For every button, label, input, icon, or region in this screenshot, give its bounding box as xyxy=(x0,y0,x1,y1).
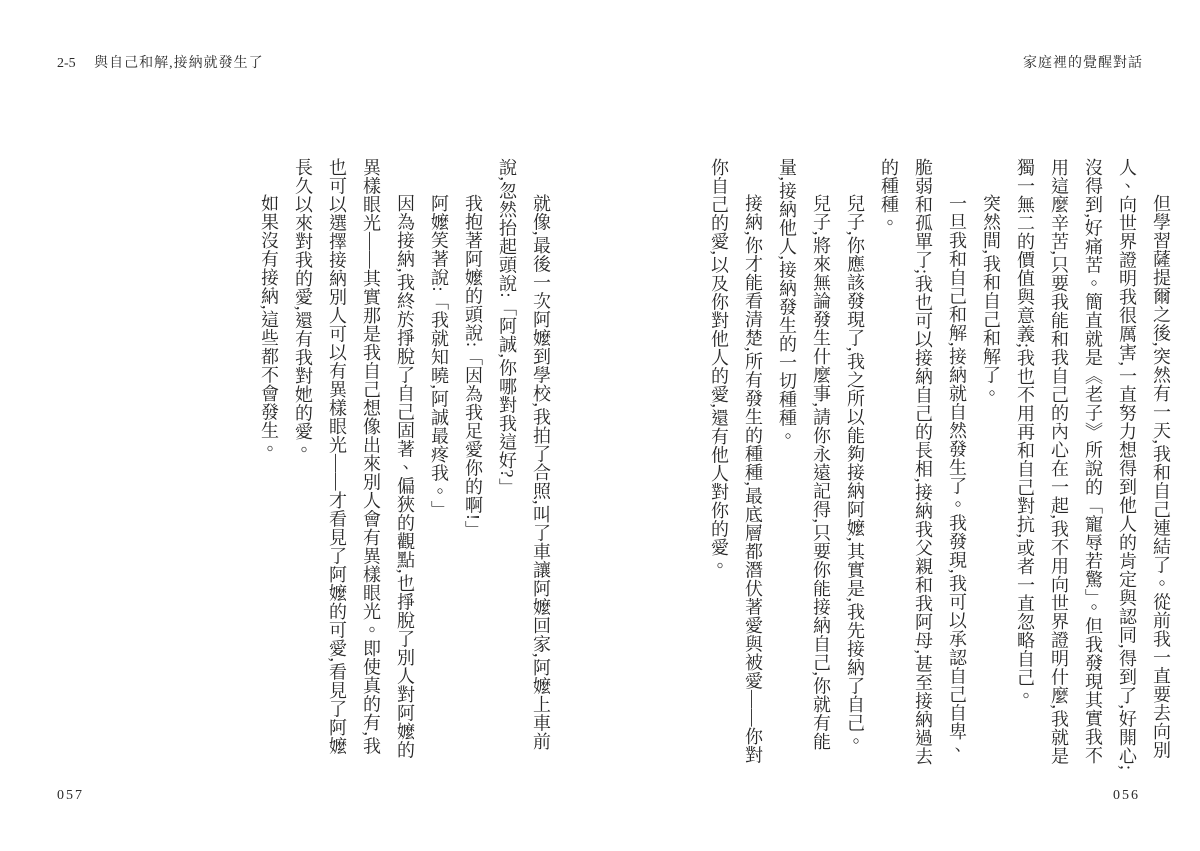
right-page-number: 056 xyxy=(1113,788,1140,803)
paragraph: 突然間,我和自己和解了。 xyxy=(981,194,1001,403)
paragraph: 兒子,將來無論發生什麼事,請你永遠記得,只要你能接納自己,你就有能量,接納他人,接納發生的一切種種。 xyxy=(777,158,831,751)
section-title: 與自己和解,接納就發生了 xyxy=(94,56,264,71)
paragraph: 但學習薩提爾之後,突然有一天,我和自己連結了。從前我一直要去向別人、向世界證明我很厲害,一直努力想得到他人的肯定與認同,得到了,好開心;沒得到,好痛苦。簡直就是《老子》所說的「寵辱若驚」。但我發現其實我不用這麼辛苦,只要我能和我自己的內心在一起,我不用向世界證明什麼,我就是獨一無二的價值與意義;我也不用再和自己對抗,或者一直忽略自己。 xyxy=(1015,158,1171,771)
left-page-number: 057 xyxy=(57,788,84,803)
book-title: 家庭裡的覺醒對話 xyxy=(1023,56,1143,71)
paragraph: 就像,最後一次阿嬤到學校,我拍了合照,叫了車讓阿嬤回家,阿嬤上車前說,忽然抬起頭說:「阿誠,你哪對我這好?」 xyxy=(497,158,551,751)
left-page-body xyxy=(213,158,558,772)
paragraph: 因為接納,我終於掙脫了自己固著、偏狹的觀點,也掙脫了別人對阿嬤的異樣眼光——其實那是我自己想像出來別人會有異樣眼光。即使真的有,我也可以選擇接納別人可以有異樣眼光——才看見了阿嬤的可愛,看見了阿嬤長久以來對我的愛,還有我對她的愛。 xyxy=(293,158,415,759)
paragraph: 接納,你才能看清楚,所有發生的種種,最底層都潛伏著愛與被愛——你對你自己的愛,以及你對他人的愛,還有他人對你的愛。 xyxy=(709,158,763,764)
left-running-head xyxy=(57,52,264,72)
paragraph: 一旦我和自己和解,接納就自然發生了。我發現,我可以承認自己自卑、脆弱和孤單了;我也可以接納自己的長相,接納我父親和我阿母,甚至接納過去的種種。 xyxy=(879,158,967,766)
paragraph: 如果沒有接納,這些都不會發生。 xyxy=(259,194,279,458)
right-running-head xyxy=(1023,52,1143,72)
right-page-body xyxy=(658,158,1178,772)
section-number: 2-5 xyxy=(57,56,76,71)
paragraph: 阿嬤笑著說:「我就知曉,阿誠最疼我。」 xyxy=(429,194,449,520)
paragraph: 兒子,你應該發現了,我之所以能夠接納阿嬤,其實是,我先接納了自己。 xyxy=(845,194,865,751)
paragraph: 我抱著阿嬤的頭說:「因為我足愛你的啊!」 xyxy=(463,194,483,539)
